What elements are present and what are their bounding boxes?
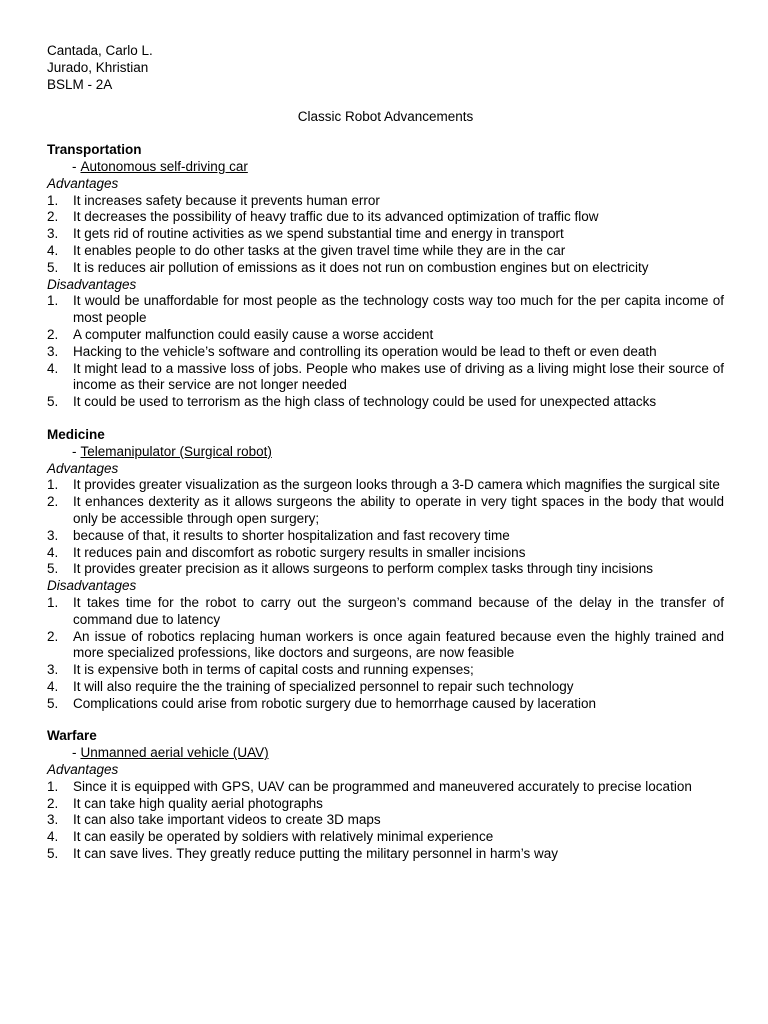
- list-number: 3.: [47, 662, 59, 678]
- list-number: 4.: [47, 360, 59, 376]
- list-item-text: An issue of robotics replacing human workers is once again featured because even the highly trained and more specialized professions, like doctors and surgeons, are now feasible: [73, 628, 724, 661]
- list-number: 1.: [47, 778, 59, 794]
- list-number: 4.: [47, 242, 59, 258]
- section-heading: Medicine: [47, 426, 105, 442]
- list-number: 4.: [47, 678, 59, 694]
- list-item-text: It decreases the possibility of heavy traffic due to its advanced optimization of traffic flow: [73, 209, 599, 225]
- list-item: [47, 561, 724, 578]
- list-item-text: It might lead to a massive loss of jobs. People who makes use of driving as a living might lose their source of income as their service are not longer needed: [73, 360, 724, 393]
- section-warfare: [47, 728, 724, 862]
- list-number: 1.: [47, 477, 59, 493]
- list-item: [47, 494, 724, 528]
- list-item: [47, 327, 724, 344]
- list-item: [47, 796, 724, 813]
- list-item-text: It can save lives. They greatly reduce putting the military personnel in harm’s way: [73, 846, 558, 862]
- list-item: [47, 209, 724, 226]
- list-number: 2.: [47, 209, 59, 225]
- numbered-list: [47, 293, 724, 411]
- list-item-text: Since it is equipped with GPS, UAV can be programmed and maneuvered accurately to precise location: [73, 778, 692, 794]
- list-number: 5.: [47, 259, 59, 275]
- list-item: [47, 846, 724, 863]
- topic-title: Unmanned aerial vehicle (UAV): [80, 745, 269, 761]
- list-number: 2.: [47, 628, 59, 644]
- list-number: 5.: [47, 561, 59, 577]
- list-item: [47, 528, 724, 545]
- topic-line: [47, 159, 724, 176]
- list-item-text: because of that, it results to shorter hospitalization and fast recovery time: [73, 527, 510, 543]
- list-number: 1.: [47, 293, 59, 309]
- list-item-text: It enables people to do other tasks at the given travel time while they are in the car: [73, 242, 566, 258]
- list-item-text: It increases safety because it prevents human error: [73, 192, 380, 208]
- list-number: 2.: [47, 326, 59, 342]
- list-item: [47, 662, 724, 679]
- advantages-label: Advantages: [47, 175, 119, 191]
- list-item-text: It provides greater precision as it allows surgeons to perform complex tasks through tiny incisions: [73, 561, 654, 577]
- list-number: 1.: [47, 192, 59, 208]
- list-item-text: It will also require the the training of specialized personnel to repair such technology: [73, 678, 574, 694]
- list-item: [47, 829, 724, 846]
- list-item-text: A computer malfunction could easily cause a worse accident: [73, 326, 434, 342]
- list-item: [47, 696, 724, 713]
- list-item-text: It provides greater visualization as the surgeon looks through a 3-D camera which magnifies the surgical site: [73, 477, 720, 493]
- list-item-text: It would be unaffordable for most people as the technology costs way too much for the per capita income of most people: [73, 293, 724, 326]
- section-medicine: [47, 427, 724, 713]
- list-item-text: Complications could arise from robotic surgery due to hemorrhage caused by laceration: [73, 695, 597, 711]
- section-transportation: [47, 142, 724, 411]
- list-item: [47, 812, 724, 829]
- disadvantages-label: Disadvantages: [47, 578, 137, 594]
- list-item-text: It gets rid of routine activities as we spend substantial time and energy in transport: [73, 226, 564, 242]
- list-item: [47, 344, 724, 361]
- list-item-text: It can take high quality aerial photographs: [73, 795, 323, 811]
- list-number: 5.: [47, 394, 59, 410]
- list-number: 5.: [47, 695, 59, 711]
- list-number: 3.: [47, 527, 59, 543]
- topic-title: Autonomous self-driving car: [80, 158, 248, 174]
- list-number: 2.: [47, 795, 59, 811]
- list-number: 5.: [47, 846, 59, 862]
- list-item: [47, 260, 724, 277]
- list-item: [47, 595, 724, 629]
- list-item: [47, 394, 724, 411]
- numbered-list: [47, 193, 724, 277]
- list-item-text: Hacking to the vehicle’s software and controlling its operation would be lead to theft or even death: [73, 343, 657, 359]
- list-number: 1.: [47, 594, 59, 610]
- advantages-label: Advantages: [47, 762, 119, 778]
- list-item: [47, 545, 724, 562]
- topic-line: [47, 745, 724, 762]
- section-heading: Warfare: [47, 728, 97, 744]
- advantages-label: Advantages: [47, 460, 119, 476]
- class-section: BSLM - 2A: [47, 76, 113, 92]
- dash-marker: -: [72, 443, 77, 459]
- list-item-text: It could be used to terrorism as the high class of technology could be used for unexpected attacks: [73, 394, 657, 410]
- sections-container: [47, 142, 724, 863]
- list-item: [47, 779, 724, 796]
- list-item: [47, 679, 724, 696]
- list-item-text: It is expensive both in terms of capital costs and running expenses;: [73, 662, 474, 678]
- list-item-text: It reduces pain and discomfort as robotic surgery results in smaller incisions: [73, 544, 526, 560]
- author-name: Jurado, Khristian: [47, 59, 149, 75]
- list-item-text: It enhances dexterity as it allows surgeons the ability to operate in very tight spaces in the body that would only be accessible through open surgery;: [73, 494, 724, 526]
- author-name: Cantada, Carlo L.: [47, 43, 153, 58]
- list-number: 3.: [47, 226, 59, 242]
- list-item-text: It can also take important videos to create 3D maps: [73, 812, 381, 828]
- list-item: [47, 226, 724, 243]
- disadvantages-label: Disadvantages: [47, 276, 137, 292]
- numbered-list: [47, 779, 724, 863]
- list-item-text: It can easily be operated by soldiers with relatively minimal experience: [73, 829, 494, 845]
- list-number: 4.: [47, 544, 59, 560]
- list-number: 2.: [47, 494, 59, 510]
- list-item: [47, 193, 724, 210]
- author-block: [47, 43, 724, 93]
- topic-title: Telemanipulator (Surgical robot): [80, 443, 272, 459]
- section-heading: Transportation: [47, 142, 142, 158]
- list-item: [47, 243, 724, 260]
- list-item-text: It takes time for the robot to carry out the surgeon’s command because of the delay in the transfer of command due to latency: [73, 594, 724, 627]
- topic-line: [47, 444, 724, 461]
- list-item: [47, 477, 724, 494]
- list-item-text: It is reduces air pollution of emissions as it does not run on combustion engines but on electricity: [73, 259, 649, 275]
- numbered-list: [47, 477, 724, 578]
- dash-marker: -: [72, 158, 77, 174]
- dash-marker: -: [72, 745, 77, 761]
- list-item: [47, 361, 724, 395]
- list-item: [47, 293, 724, 327]
- list-number: 4.: [47, 829, 59, 845]
- list-number: 3.: [47, 343, 59, 359]
- document-title: Classic Robot Advancements: [297, 109, 474, 125]
- list-item: [47, 629, 724, 663]
- list-number: 3.: [47, 812, 59, 828]
- numbered-list: [47, 595, 724, 713]
